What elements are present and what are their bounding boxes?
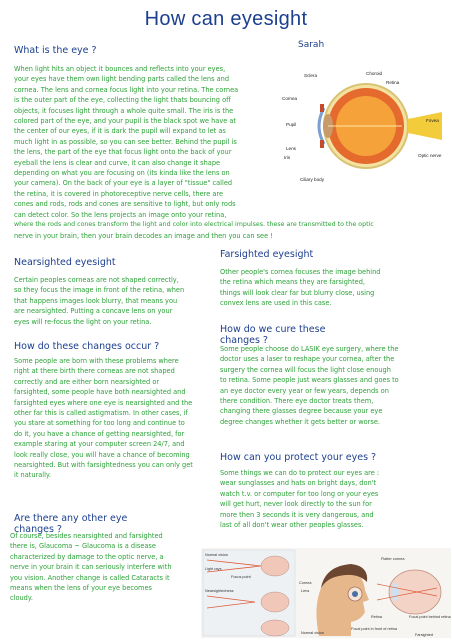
- text-line: eyeball the lens is clear and curve, it can also change it shape: [14, 158, 221, 167]
- text-line: that happens images look blurry, that means you: [14, 296, 178, 305]
- text-line: will get hurt, never look directly to the sun for: [220, 500, 372, 509]
- illustration-label: Focus point: [231, 575, 251, 579]
- text-line: Other people's cornea focuses the image behind: [220, 268, 381, 276]
- section-heading-cure: [220, 324, 325, 346]
- diagram-label: Retina: [386, 80, 400, 85]
- text-line: nearsighted. But with farsightedness you can only get: [14, 461, 193, 470]
- text-line: an eye doctor every year or few years, depends on: [220, 386, 389, 395]
- text-line: your camera). On the back of your eye is a layer of "tissue" called: [14, 179, 233, 188]
- text-line: look really close, you will have a chance of becoming: [14, 450, 190, 459]
- text-line: the retina which means they are farsighted,: [220, 278, 366, 287]
- illustration-label: Lens: [301, 589, 310, 593]
- text-line: means when the lens of your eye becomes: [10, 584, 152, 593]
- section-heading-protect: How can you protect your eyes ?: [220, 452, 377, 463]
- section-body-protect: [220, 468, 379, 530]
- section-heading-changes: How do these changes occur ?: [14, 341, 160, 352]
- text-line: objects, it focuses light through a whole quite small. The iris is the: [14, 106, 234, 115]
- text-line: When light hits an object it bounces and reflects into your eyes,: [14, 65, 226, 73]
- text-line: do it, you have a chance of getting nearsighted, for: [14, 429, 185, 438]
- text-line: cones and rods, rods and cones are sensitive to light, but only rods: [14, 200, 236, 209]
- text-line: to retina. Some people just wears glasses and goes to: [220, 376, 399, 385]
- text-line: more then 3 seconds it is very dangerous, and: [220, 510, 374, 519]
- text-line: Certain peoples corneas are not shaped correctly,: [14, 276, 179, 284]
- illustration-label: Light rays: [205, 567, 222, 571]
- text-line: right at there birth there corneas are not shaped: [14, 367, 175, 376]
- text-line: nerve in your brain it can seriously interfere with: [10, 563, 172, 572]
- text-line: doctor uses a laser to reshape your cornea, after the: [220, 355, 395, 364]
- illustration-label: Retina: [371, 615, 382, 619]
- text-line: changing there glasses degree because your eye: [220, 407, 383, 416]
- text-line: farsighted eyes where one eye is nearsighted and the: [14, 398, 193, 407]
- illustration-label: Cornea: [299, 581, 312, 585]
- heading-line: changes ?: [14, 524, 62, 535]
- text-line: Some people choose do LASIK eye surgery, where the: [220, 345, 399, 353]
- illustration-label: Focal point in front of retina: [351, 627, 398, 631]
- text-line: correctly and are either born nearsighted or: [14, 377, 160, 386]
- illustration-label: Nearsightedness: [205, 589, 234, 593]
- section-heading-nearsighted: Nearsighted eyesight: [14, 257, 116, 268]
- diagram-label: Cornea: [282, 96, 298, 101]
- section-body-farsighted: [220, 267, 381, 309]
- text-line: much light in as possible, so you can see better. Behind the pupil is: [14, 137, 237, 146]
- text-line: Some things we can do to protect our eyes are :: [220, 469, 380, 477]
- text-line: the retina, it is covered in photoreceptive nerve cells, there are: [14, 189, 224, 198]
- eye-anatomy-diagram: [270, 64, 446, 188]
- diagram-label: Optic nerve: [418, 153, 442, 158]
- section-heading-farsighted: Farsighted eyesight: [220, 249, 314, 260]
- text-line: you vision. Another change is called Cataracts it: [10, 573, 170, 582]
- text-line: are nearsighted. Putting a concave lens on your: [14, 307, 173, 316]
- diagram-label: Ciliary body: [300, 177, 324, 182]
- section-body-nearsighted: [14, 275, 184, 327]
- diagram-label: Iris: [284, 155, 291, 160]
- diagram-label: Choroid: [366, 71, 383, 76]
- text-line: there is, Glaucoma ~ Glaucoma is a disease: [10, 542, 156, 551]
- diagram-label: Fovea: [426, 118, 439, 123]
- illustration-label: Focal point behind retina: [409, 615, 451, 619]
- text-line: farsighted, some people have both nearsighted and: [14, 388, 186, 397]
- illustration-label: Flatter cornea: [381, 557, 405, 561]
- text-line: watch t.v. or computer for too long or your eyes: [220, 489, 379, 498]
- text-line: your eyes have them own light bending parts called the lens and: [14, 75, 230, 84]
- text-line: other far this is called astigmatism. In other cases, if: [14, 409, 188, 418]
- text-line: characterized by damage to the optic nerve, a: [10, 552, 164, 561]
- author-name: Sarah: [298, 40, 325, 50]
- section-body-cure: [220, 344, 399, 427]
- text-line: cloudy.: [10, 594, 33, 603]
- section-heading-what-is-eye: What is the eye ?: [14, 45, 97, 56]
- text-line: you stare at something for too long and continue to: [14, 419, 185, 428]
- text-line: can detect color. So the lens projects an image onto your retina,: [14, 210, 227, 219]
- diagram-label: Pupil: [286, 122, 297, 127]
- diagram-label: Sclera: [304, 73, 318, 78]
- text-line: the lens, the part of the eye that focus light onto the back of your: [14, 148, 232, 157]
- heading-line: Are there any other eye: [14, 513, 128, 524]
- text-line: eyes will re-focus the light on your retina.: [14, 317, 152, 326]
- diagram-label: Lens: [286, 146, 296, 151]
- text-line: convex lens are used in this case.: [220, 299, 332, 308]
- text-line: the center of our eyes, if it is dark the pupil will expand to let as: [14, 127, 226, 136]
- illustration-label: Normal vision: [301, 631, 324, 635]
- section-body-changes: [14, 356, 193, 481]
- text-line: degree changes whether it gets better or worse.: [220, 417, 380, 426]
- text-line: depending on what you are focusing on (its kinda like the lens on: [14, 169, 230, 178]
- text-line: Of course, besides nearsighted and farsighted: [10, 532, 163, 540]
- page-title: How can eyesight: [144, 8, 308, 30]
- text-line: cornea. The lens and cornea focus light into your retina. The cornea: [14, 85, 239, 94]
- text-line: where the rods and cones transform the light and color into electrical impulses. these are transmitted to the optic: [14, 221, 374, 229]
- heading-line: How do we cure these: [220, 324, 326, 335]
- text-line: colored part of the eye, and your pupil is the black spot we have at: [14, 117, 237, 126]
- text-line: example staring at your computer screen 24/7, and: [14, 440, 185, 449]
- text-line: there condition. There eye doctor treats them,: [220, 397, 374, 406]
- text-line: Some people are born with these problems where: [14, 357, 179, 365]
- text-line: it naturally.: [14, 471, 51, 480]
- vision-comparison-illustration: [201, 548, 451, 638]
- section-body-other: [10, 531, 172, 604]
- text-line: wear sunglasses and hats on bright days, don't: [220, 479, 377, 488]
- illustration-label: Normal vision: [205, 553, 228, 557]
- text-line: nerve in your brain, then your brain decodes an image and then you can see !: [14, 231, 273, 240]
- text-line: things will look clear far but blurry close, using: [220, 288, 375, 297]
- text-line: last of all don't wear other peoples glasses.: [220, 521, 364, 530]
- text-line: is the outer part of the eye, collecting the light thats bouncing off: [14, 96, 231, 105]
- heading-line: changes ?: [220, 335, 268, 346]
- illustration-label: Farsighted: [415, 633, 433, 637]
- text-line: so they focus the image in front of the retina, when: [14, 286, 185, 295]
- text-line: surgery the cornea will focus the light close enough: [220, 365, 391, 374]
